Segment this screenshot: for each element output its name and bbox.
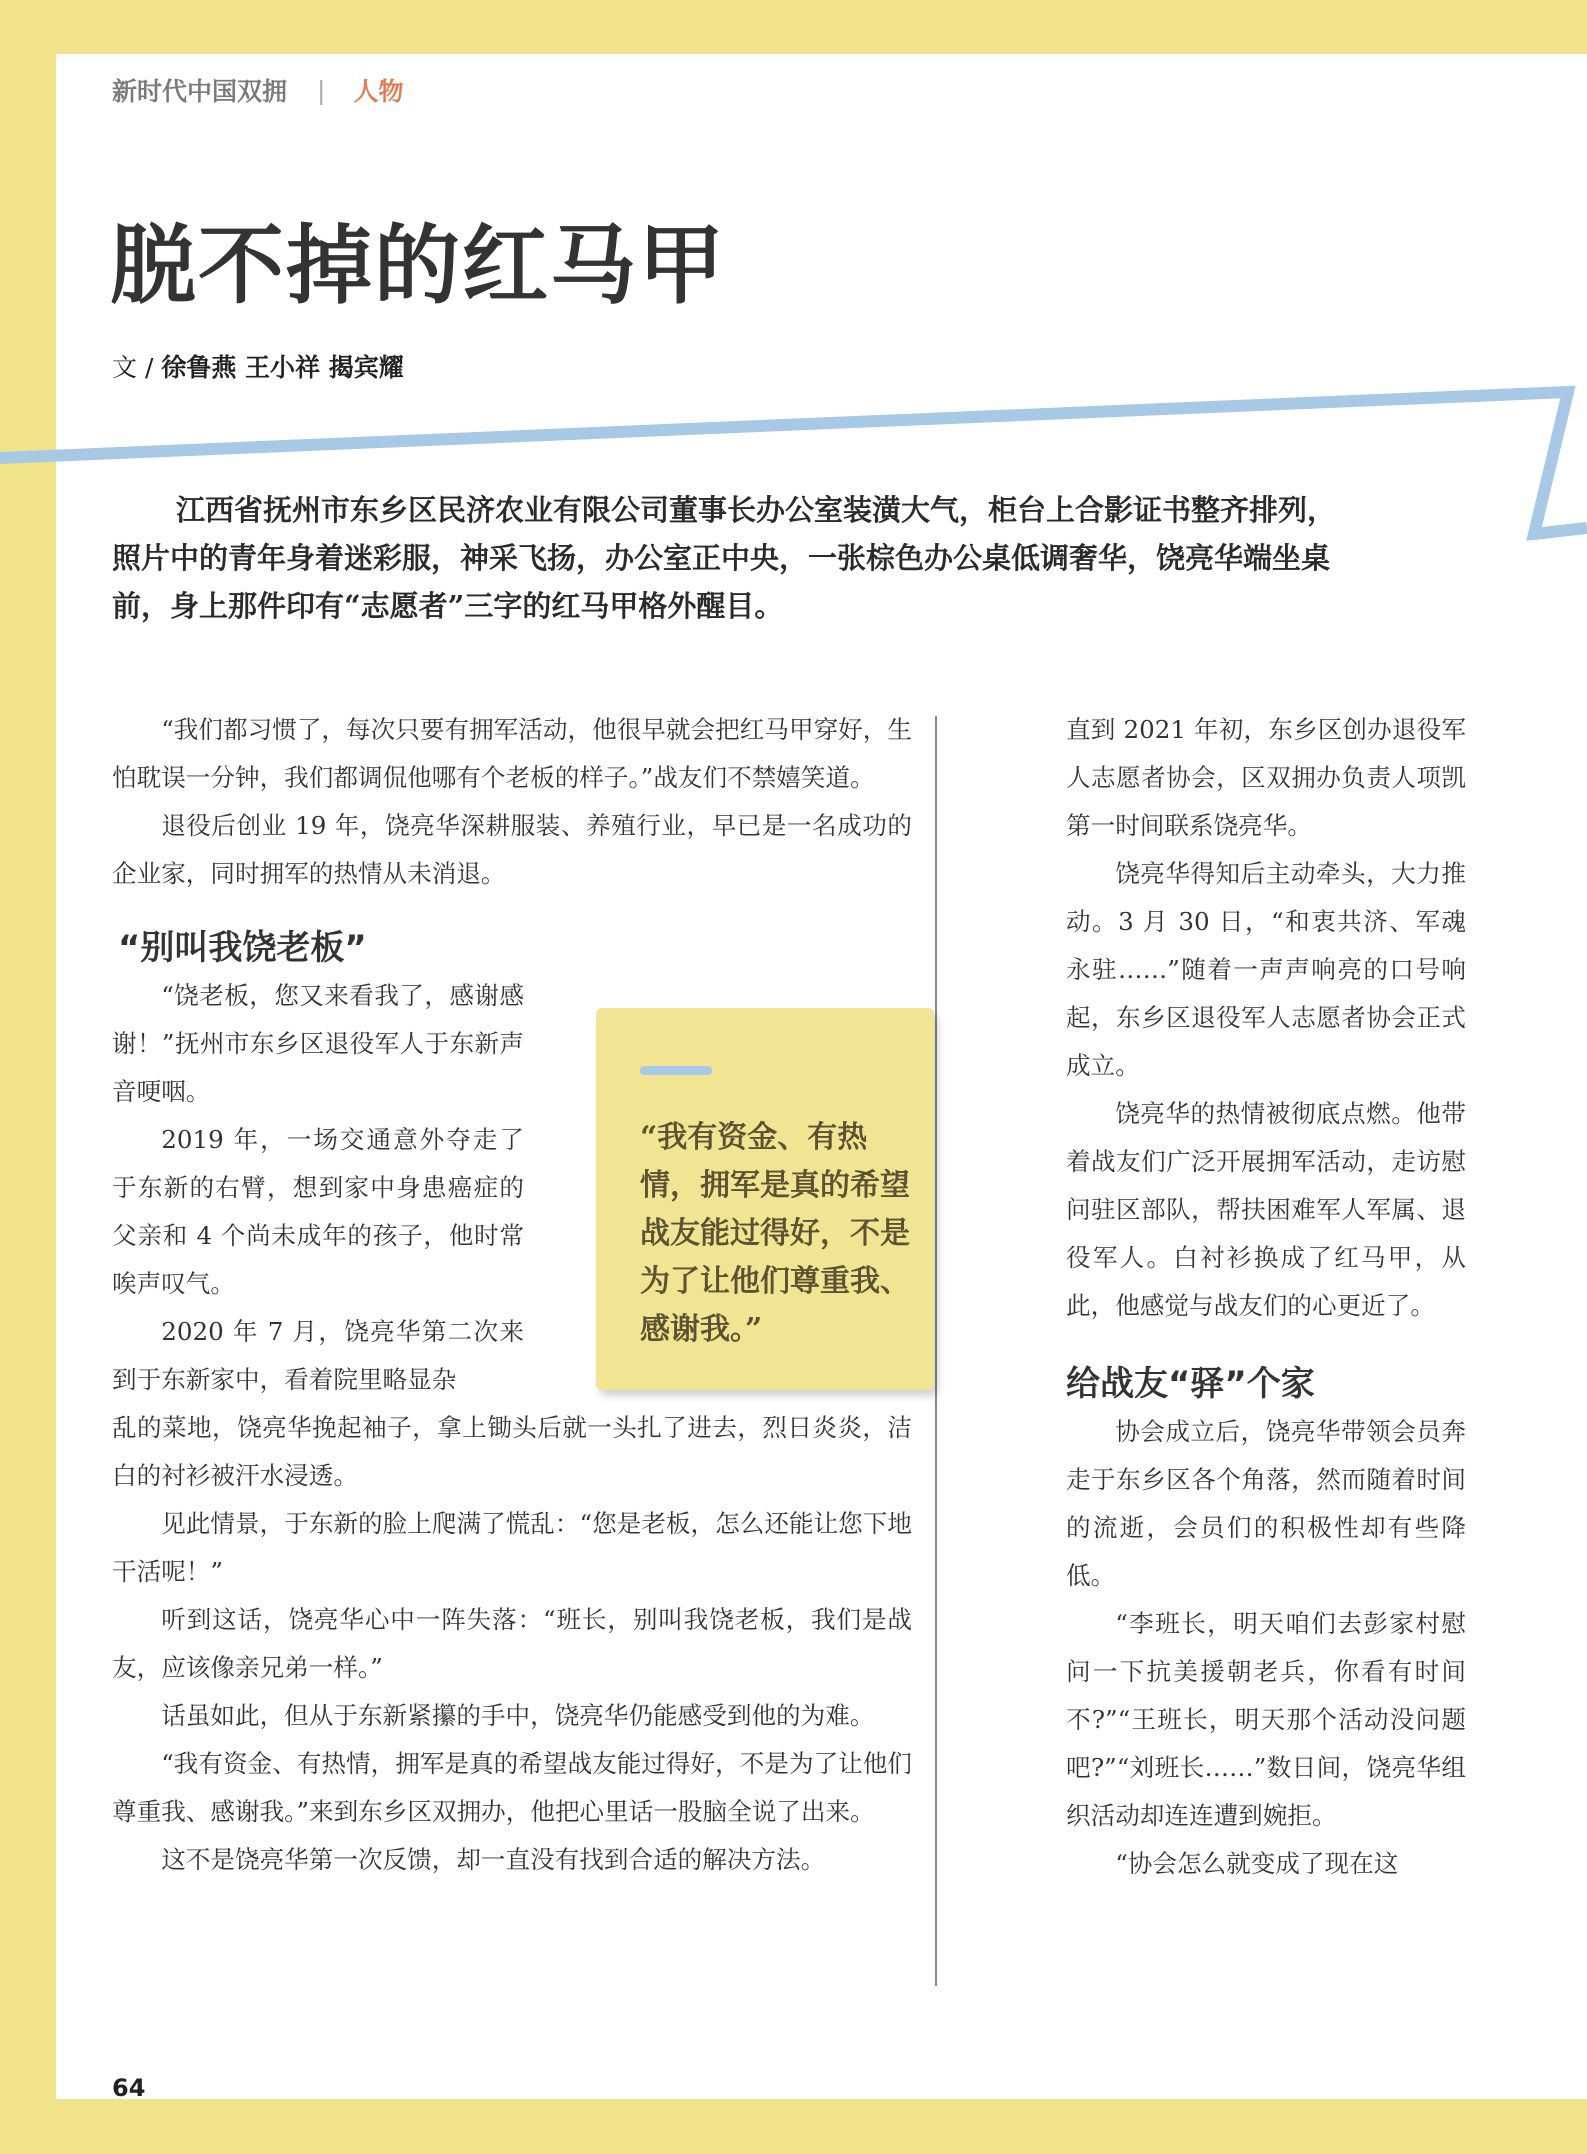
paragraph-continued: 乱的菜地，饶亮华挽起袖子，拿上锄头后就一头扎了进去，烈日炎炎，洁白的衬衫被汗水浸透。 [112, 1413, 912, 1490]
paragraph: “李班长，明天咱们去彭家村慰问一下抗美援朝老兵，你看有时间不?”“王班长，明天那个活动没问题吧?”“刘班长……”数日间，饶亮华组织活动却连连遭到婉拒。 [1066, 1609, 1466, 1830]
section-header [112, 72, 403, 108]
paragraph-continued: 直到 2021 年初，东乡区创办退役军人志愿者协会，区双拥办负责人项凯第一时间联系饶亮华。 [1066, 715, 1466, 840]
byline-label: 文 / [112, 353, 162, 382]
byline-authors: 徐鲁燕 王小祥 揭宾耀 [161, 353, 404, 382]
paragraph: 见此情景，于东新的脸上爬满了慌乱：“您是老板，怎么还能让您下地干活呢！” [112, 1509, 912, 1586]
paragraph: “饶老板，您又来看我了，感谢感谢！”抚州市东乡区退役军人于东新声音哽咽。 [112, 981, 524, 1106]
subheading: 给战友“驿”个家 [1066, 1364, 1315, 1404]
paragraph: 饶亮华的热情被彻底点燃。他带着战友们广泛开展拥军活动，走访慰问驻区部队，帮扶困难军人军属、退役军人。白衬衫换成了红马甲，从此，他感觉与战友们的心更近了。 [1066, 1099, 1466, 1320]
category-label: 人物 [353, 77, 404, 106]
paragraph: “协会怎么就变成了现在这 [1115, 1849, 1399, 1878]
subheading: “别叫我饶老板” [118, 928, 367, 968]
pull-quote-text: “我有资金、有热情，拥军是真的希望战友能过得好，不是为了让他们尊重我、感谢我。” [640, 1120, 910, 1347]
paragraph: 饶亮华得知后主动牵头，大力推动。3 月 30 日，“和衷共济、军魂永驻……”随着一声声响亮的口号响起，东乡区退役军人志愿者协会正式成立。 [1066, 859, 1466, 1080]
byline [112, 348, 404, 384]
paragraph: 话虽如此，但从于东新紧攥的手中，饶亮华仍能感受到他的为难。 [161, 1701, 875, 1730]
paragraph: 这不是饶亮华第一次反馈，却一直没有找到合适的解决方法。 [161, 1845, 826, 1874]
paragraph: 2019 年，一场交通意外夺走了于东新的右臂，想到家中身患癌症的父亲和 4 个尚未成年的孩子，他时常唉声叹气。 [112, 1125, 524, 1298]
column-divider [935, 716, 937, 1986]
lead-paragraph: 江西省抚州市东乡区民济农业有限公司董事长办公室装潢大气，柜台上合影证书整齐排列，照片中的青年身着迷彩服，神采飞扬，办公室正中央，一张棕色办公桌低调奢华，饶亮华端坐桌前，身上那件印有“志愿者”三字的红马甲格外醒目。 [112, 493, 1337, 623]
paragraph: “我们都习惯了，每次只要有拥军活动，他很早就会把红马甲穿好，生怕耽误一分钟，我们都调侃他哪有个老板的样子。”战友们不禁嬉笑道。 [112, 715, 912, 792]
page-number: 64 [112, 2074, 146, 2102]
column-right [1066, 706, 1466, 1888]
header-separator: | [317, 75, 326, 105]
pull-quote-box [596, 1008, 934, 1390]
paragraph: “我有资金、有热情，拥军是真的希望战友能过得好，不是为了让他们尊重我、感谢我。”来到东乡区双拥办，他把心里话一股脑全说了出来。 [112, 1749, 912, 1826]
paragraph: 退役后创业 19 年，饶亮华深耕服装、养殖行业，早已是一名成功的企业家，同时拥军的热情从未消退。 [112, 811, 912, 888]
paragraph: 协会成立后，饶亮华带领会员奔走于东乡区各个角落，然而随着时间的流逝，会员们的积极性却有些降低。 [1066, 1417, 1466, 1590]
narrow-text-block [112, 972, 524, 1404]
pull-quote-accent-bar [640, 1066, 712, 1075]
paragraph: 听到这话，饶亮华心中一阵失落：“班长，别叫我饶老板，我们是战友，应该像亲兄弟一样。” [112, 1605, 912, 1682]
section-label: 新时代中国双拥 [112, 77, 288, 106]
article-title: 脱不掉的红马甲 [110, 215, 726, 316]
paragraph: 2020 年 7 月，饶亮华第二次来到于东新家中，看着院里略显杂 [112, 1317, 524, 1394]
